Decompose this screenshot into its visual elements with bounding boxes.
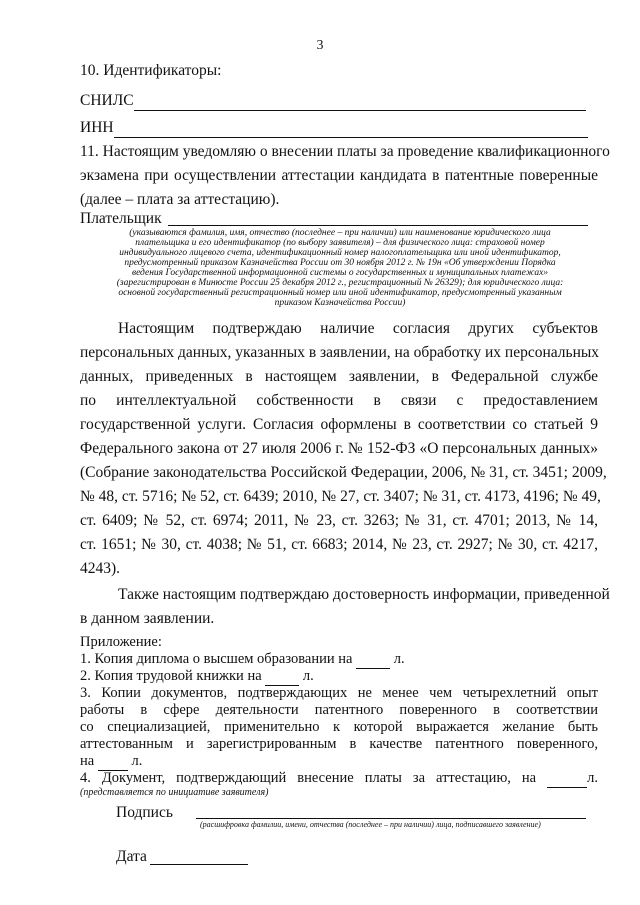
page-number: 3	[316, 38, 324, 53]
payer-note-line: приказом Казначейства России)	[274, 298, 406, 308]
attachment-item-3-line: со специализацией, применительно к которой выражается желание быть	[80, 719, 598, 735]
attachment-item-2-text: 2. Копия трудовой книжки на	[80, 668, 262, 684]
attachment-item-2	[80, 668, 314, 686]
payer-note-line: плательщика и его идентификатор (по выбору заявителя) – для физического лица: страховой номер	[135, 238, 545, 248]
attachments-heading: Приложение:	[80, 634, 162, 650]
section11-line-1: 11. Настоящим уведомляю о внесении платы за проведение квалификационного	[80, 143, 610, 160]
attachment-item-3-tail-prefix: на	[80, 753, 95, 769]
attachment-item-1-text: 1. Копия диплома о высшем образовании на	[80, 651, 353, 667]
identifiers-heading: 10. Идентификаторы:	[80, 62, 222, 79]
consent-line: 4243).	[80, 560, 121, 577]
consent-line: по интеллектуальной собственности в связи с предоставлением	[80, 392, 598, 409]
attachment-item-4-note: (представляется по инициативе заявителя)	[80, 787, 269, 798]
attachment-item-2-pages-blank	[265, 668, 299, 686]
section11-line-2: экзамена при осуществлении аттестации кандидата в патентные поверенные	[80, 167, 598, 184]
attachment-item-1-pages-blank	[356, 651, 390, 669]
section11-line-3: (далее – плата за аттестацию).	[80, 191, 280, 208]
payer-note-line: основной государственный регистрационный номер или иной идентификатор, предусмотренный указанным	[118, 288, 562, 298]
date-field-line	[150, 864, 248, 865]
payer-label: Плательщик	[80, 210, 162, 227]
consent-line: ст. 6409; № 52, ст. 6974; 2011, № 23, ст. 3263; № 31, ст. 4701; 2013, № 14,	[80, 512, 598, 529]
consent-line: № 48, ст. 5716; № 52, ст. 6439; 2010, № 27, ст. 3407; № 31, ст. 4173, 4196; № 49,	[80, 488, 601, 505]
confirm-line: в данном заявлении.	[80, 610, 215, 627]
attachment-item-4	[80, 770, 598, 788]
consent-line: (Собрание законодательства Российской Федерации, 2006, № 31, ст. 3451; 2009,	[80, 464, 607, 481]
payer-note-line: (указываются фамилия, имя, отчество (последнее – при наличии) или наименование юридического лица	[129, 228, 551, 238]
attachment-item-3-tail-suffix: л.	[131, 753, 143, 769]
attachment-item-1	[80, 651, 405, 669]
payer-note-line: индивидуального лицевого счета, идентификационный номер налогоплательщика или иной идентификатор,	[119, 248, 561, 258]
consent-line: государственной услуги. Согласия оформлены в соответствии со статьей 9	[80, 416, 598, 433]
payer-note-line: предусмотренный приказом Казначейства России от 30 ноября 2012 г. № 19н «Об утверждении Порядка	[124, 258, 556, 268]
attachment-item-3-line: аттестованным и зарегистрированным в качестве патентного поверенного,	[80, 736, 598, 752]
payer-note	[80, 228, 600, 308]
payer-note-line: (зарегистрирован в Минюсте России 25 декабря 2012 г., регистрационный № 26329); для юридического лица:	[116, 278, 564, 288]
payer-field-line	[168, 225, 588, 226]
inn-label: ИНН	[80, 119, 114, 136]
signature-note: (расшифровка фамилии, имени, отчества (последнее – при наличии) лица, подписавшего заявление)	[200, 820, 541, 829]
attachment-item-3-line: 3. Копии документов, подтверждающих не менее чем четырехлетний опыт	[80, 685, 598, 701]
attachment-item-4-tail	[547, 770, 598, 786]
payer-note-line: ведения Государственной информационной системы о государственных и муниципальных платежах»	[131, 268, 549, 278]
attachment-item-1-suffix: л.	[393, 651, 405, 667]
consent-line: Федерального закона от 27 июля 2006 г. № 152-ФЗ «О персональных данных»	[80, 440, 598, 457]
inn-field-line	[114, 137, 588, 138]
date-label: Дата	[116, 848, 147, 865]
consent-line: ст. 1651; № 30, ст. 4038; № 51, ст. 6683; 2014, № 23, ст. 2927; № 30, ст. 4217,	[80, 536, 598, 553]
signature-field-line	[196, 818, 586, 819]
consent-line: персональных данных, указанных в заявлении, на обработку их персональных	[80, 344, 600, 361]
attachment-item-3-pages-blank	[98, 753, 128, 771]
snils-label: СНИЛС	[80, 92, 134, 109]
attachment-item-2-suffix: л.	[302, 668, 314, 684]
snils-field-line	[134, 110, 586, 111]
attachment-item-3-line: работы в сфере деятельности патентного поверенного в соответствии	[80, 702, 598, 718]
consent-line: Настоящим подтверждаю наличие согласия других субъектов	[118, 320, 598, 337]
attachment-item-4-text: 4. Документ, подтверждающий внесение платы за аттестацию, на	[80, 770, 537, 786]
attachment-item-4-pages-blank	[547, 770, 587, 788]
attachment-item-3-tail	[80, 753, 142, 771]
attachment-item-4-suffix: л.	[587, 770, 598, 786]
confirm-line: Также настоящим подтверждаю достоверность информации, приведенной	[118, 586, 610, 603]
consent-line: данных, приведенных в настоящем заявлении, в Федеральной службе	[80, 368, 598, 385]
signature-label: Подпись	[116, 804, 173, 821]
